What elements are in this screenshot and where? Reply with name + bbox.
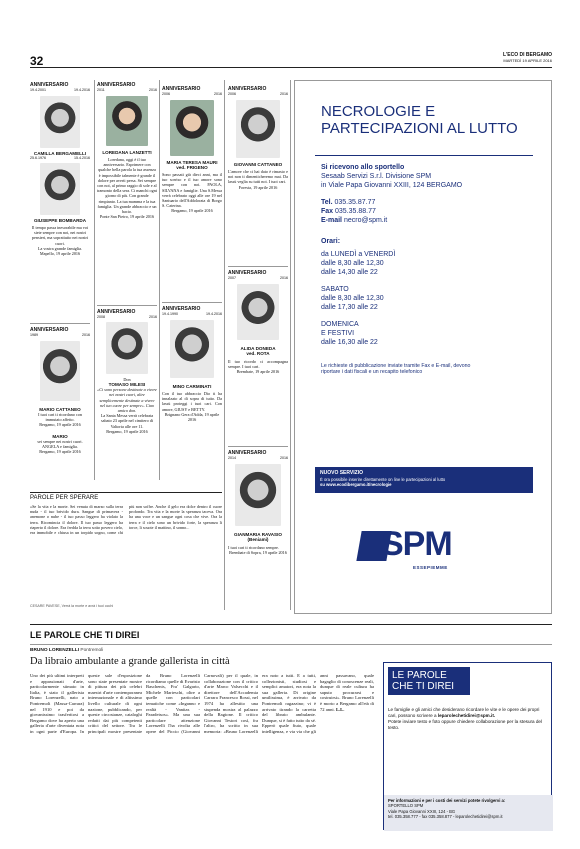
anniversary-header: ANNIVERSARIO xyxy=(30,327,69,333)
necro-note: Le richieste di pubblicazione inviate tramite Fax e E-mail, devono riportare i dati fiscali e un recapito telefonico xyxy=(321,363,471,376)
obituary-carminati xyxy=(162,306,222,422)
obituary-place: Bergamo, 19 aprile 2016 xyxy=(39,449,81,455)
obituary-text: L'amore che ci hai dato è rimasto e noi non ti dimenticheremo mai. Da lassù veglia su tutti noi. I tuoi cari. xyxy=(228,169,288,185)
dates: 2014 2016 xyxy=(228,456,288,460)
obituary-milesi xyxy=(97,309,157,434)
obituary-place: Bergamo, 19 aprile 2016 xyxy=(171,208,213,214)
section-rule xyxy=(30,624,552,625)
anniversary-header: ANNIVERSARIO xyxy=(228,450,267,456)
page-date: MARTEDÌ 19 APRILE 2016 xyxy=(503,58,552,63)
obituary-place: Ponte San Pietro, 19 aprile 2016 xyxy=(99,214,155,220)
portrait-photo xyxy=(235,464,281,526)
necrologie-box xyxy=(294,80,552,614)
obituary-quote: «Ci sono persone destinate a vivere nei nostri cuori, altre semplicemente destinate a vivere nel tuo cuore per sempre». Ciao amico don. xyxy=(97,387,157,414)
box-title: PAROLE PER SPERARE xyxy=(30,495,99,501)
obituary-place: Brembate, 19 aprile 2016 xyxy=(236,369,280,375)
obituary-place: Mapello, 19 aprile 2016 xyxy=(39,251,81,257)
obituary-text: I tuoi cari ti ricordano sempre. xyxy=(228,545,279,550)
obituary-text: La Santa Messa verrà celebrata sabato 23 aprile nel cimitero di Valtorta alle ore 11. xyxy=(100,413,154,429)
anniversary-header: ANNIVERSARIO xyxy=(228,86,267,92)
necro-email[interactable]: E-mail necro@spm.it xyxy=(321,217,388,224)
dates: 25.6.1976 15.4.2016 xyxy=(30,156,90,160)
obituary-place: Brembate di Sopra, 19 aprile 2016 xyxy=(229,550,287,556)
obituary-text: Con il tuo abbraccio Dio ti ha innalzato al di sopra di tutto. Da lassù proteggi i tuoi cari. Con amore, GIUSY e BETTY. xyxy=(162,391,222,412)
title-rule xyxy=(315,155,533,156)
col-divider xyxy=(290,80,291,610)
dates: 19.4.2001 19.4.2016 xyxy=(30,88,90,92)
deceased-name: CAMILLA BERGAMELLI xyxy=(33,151,87,156)
info-line: tel. 035.358.777 - fax 035.358.877 - leparolechetidirei@spm.it xyxy=(388,814,503,820)
orari-line: da LUNEDÌ a VENERDÌ xyxy=(321,251,396,258)
portrait-photo xyxy=(237,284,279,340)
portrait-photo xyxy=(170,320,214,378)
necro-title: NECROLOGIE E PARTECIPAZIONI AL LUTTO xyxy=(321,103,518,137)
portrait-photo xyxy=(106,96,148,146)
spm-logo xyxy=(359,525,489,577)
servizio-url[interactable]: su www.ecodibergamo.it/necrologie xyxy=(320,482,392,487)
parole-box-text: Le famiglie e gli amici che desiderano ricordare le vite e le opere dei propri cari, possono scrivere a leparolechetidirei@spm.it. Potete inviare testo e foto oppure chiedere collaborazione per la stesura del testo. xyxy=(388,707,542,730)
obituary-place: Foresta, 19 aprile 2016 xyxy=(238,184,278,190)
parole-per-sperare-box xyxy=(30,492,222,612)
section-rule xyxy=(97,305,157,306)
obituary-text: Loredana, oggi è il tuo anniversario. Esprimere con qualche bella parola la tua assenza è impossibile talmente è grande il dolore per averti persa. Sei sempre con noi, al primo raggio di sole e al tramonto della sera. Ci manchi ogni giorno di più. Con grande rimpianto. La tua mamma e la tua famiglia. Un grande abbraccio e un bacio. xyxy=(97,157,158,215)
col-divider xyxy=(94,80,95,480)
parole-box-title: LE PAROLE CHE TI DIREI xyxy=(388,667,470,695)
info-title: Per informazioni e per i costi dei servizi potete rivolgervi a: xyxy=(388,798,506,803)
spm-logo-text: SPM xyxy=(381,525,452,563)
dates: 2006 2016 xyxy=(228,92,288,96)
col-divider xyxy=(224,80,225,610)
anniversary-header: ANNIVERSARIO xyxy=(30,82,69,88)
obituary-bergamelli-bombarda xyxy=(30,82,90,256)
obituary-doneda xyxy=(228,270,288,375)
deceased-name-sub: ved. ROTA xyxy=(246,351,270,356)
deceased-name: LOREDANA LANZETTI xyxy=(102,150,152,155)
header-rule xyxy=(30,67,552,68)
obituary-text: Sono passati già dieci anni, ma il tuo sorriso e il tuo amore sono sempre con noi. PAOLA, SILVANA e famiglie. Una S.Messa verrà celebrato oggi alle ore 19 nel Santuario dell'Addolorata di Borgo S. Caterina. xyxy=(162,172,222,209)
deceased-name-sub: ved. FRIGENO xyxy=(176,165,208,170)
obituary-cattaneo-mario xyxy=(30,327,90,454)
obituary-text: Il tempo passa inesorabile ma voi siete sempre con noi, nei nostri pensieri, ma soprattutto nei nostri cuori. xyxy=(31,225,89,246)
deceased-name: TOMASO MILESI xyxy=(108,382,146,388)
obituary-text: sei sempre nei nostri cuori. ANGELA e famiglia. xyxy=(37,438,83,449)
obituary-mauri xyxy=(162,86,222,214)
obituary-ravasio xyxy=(228,450,288,555)
anniversary-header: ANNIVERSARIO xyxy=(162,86,201,92)
nuovo-servizio-banner xyxy=(315,467,533,493)
deceased-name: GIUSEPPE BOMBARDA xyxy=(33,218,87,223)
portrait-photo xyxy=(170,100,214,156)
portrait-photo xyxy=(106,322,148,374)
orari-line: E FESTIVI xyxy=(321,330,355,337)
info-line: SPORTELLO SPM xyxy=(388,803,424,809)
obituary-place: Brignano Gera d'Adda, 19 aprile 2016 xyxy=(164,411,220,423)
poem-text: «Se la vita e la morte. Sei venuta di marzo sulla terra nuda - il tuo brivido dura. Sangue di primavera - anemone o nube - il tuo passo leggero ha violato la terra. Ricomincia il dolore. Il tuo passo leggero ha riaperto il dolore. Era fredda la terra sotto povero cielo, era immobile e chiusa in un torpido sogno, come chi più non soffre. Anche il gelo era dolce dentro il cuore profondo. Tra vita e la morte la speranza taceva. Ora ha una voce e un sangue ogni cosa che vive. Ora la terra e il cielo sono un brivido forte, la speranza li torce, li scuote il mattino, il sonno... xyxy=(30,504,222,536)
section-rule xyxy=(30,323,90,324)
masthead: L'ECO DI BERGAMO xyxy=(503,52,552,58)
spm-logo-sub: ESSEPIEMME xyxy=(413,565,448,570)
anniversary-header: ANNIVERSARIO xyxy=(97,82,136,88)
dates: 2007 2016 xyxy=(228,276,288,280)
poem-source: CESARE PAVESE, Verrà la morte e avrà i tuoi occhi xyxy=(30,604,114,608)
title-prefix: Don xyxy=(123,377,131,382)
necro-details xyxy=(321,163,541,376)
portrait-photo xyxy=(236,100,280,158)
section-rule xyxy=(228,446,288,447)
orari-line: DOMENICA xyxy=(321,321,359,328)
parole-box xyxy=(383,662,552,830)
necro-fax: Fax 035.35.88.77 xyxy=(321,208,376,215)
anniversary-header: ANNIVERSARIO xyxy=(162,306,201,312)
section-rule xyxy=(162,302,222,303)
orari-line: SABATO xyxy=(321,286,349,293)
orari-line: dalle 8,30 alle 12,30 xyxy=(321,260,384,267)
necro-address: in Viale Papa Giovanni XXIII, 124 BERGAMO xyxy=(321,182,463,189)
dates: 2011 2016 xyxy=(97,88,157,92)
deceased-name: MINO CARMINATI xyxy=(172,384,212,389)
necro-intro: Si ricevono allo sportello xyxy=(321,164,405,171)
obituary-cattaneo-giovanni xyxy=(228,86,288,190)
deceased-name: GIOVANNI CATTANEO xyxy=(233,162,283,167)
orari-line: dalle 17,30 alle 22 xyxy=(321,304,378,311)
obituary-sign: La vostra grande famiglia. xyxy=(37,245,83,251)
obituary-lanzetti xyxy=(97,82,157,219)
deceased-name: GIANMARIA RAVASIO xyxy=(234,532,282,537)
orari-line: dalle 8,30 alle 12,30 xyxy=(321,295,384,302)
deceased-name: ALIDA DONEDA xyxy=(240,346,276,351)
page-number: 32 xyxy=(30,54,44,68)
obituary-place: Bergamo, 19 aprile 2016 xyxy=(106,428,148,434)
anniversary-header: ANNIVERSARIO xyxy=(97,309,136,315)
obituary-text: I tuoi cari ti ricordano con immutato affetto. xyxy=(38,412,82,423)
obituary-place: Bergamo, 19 aprile 2016 xyxy=(39,422,81,428)
article-body: Uno dei più ultimi interpreti e appassionati d'arte, particolarmente stimato in Italia, è stato il gallerista Bruno Lorenzelli, nato a Pontremoli (Massa-Carrara) nel 1910 e poi da giovanissimo trasferitosi a Bergamo dove ha aperto una galleria d'arte diventata nota in ogni parte d'Europa. In queste sale d'esposizione sono state presentate mostre di pittura dei più celebri maestri d'arte contemporanea internazionale e di altissimo livello culturale di ogni nazione, pubblicando, per queste circostanze, cataloghi redatti dai più competenti critici del settore. Tra le principali mostre presentate da Bruno Lorenzelli ricordiamo quelle di Evaristo Baschenis, Fra' Galgario, Michele Marieschi, oltre a quelle con particolari tematiche come «Inganno e realtà - Vanitas - Paradeisos». Ma una sua particolare attenzione Lorenzelli l'ha rivolta alle opere del Piccio (Giovanni Carnovali) per il quale, in collaborazione con il critico d'arte Marco Valsecchi e il direttore dell'Accademia Carrara Francesco Rossi, nel 1974 ha allestito una stupenda mostra al palazzo della Ragione. Il critico Giovanni Testori così, fra l'altro, ha scritto in sua memoria: «Bruno Lorenzelli era noto a tutti. E a tutti, collezionisti, studiosi e semplici amatori, era nota la sua galleria. Di origine umilissima, è arrivato da Pontremoli ragazzino; vi è arrivato tirando la carretta del libraio ambulante. Dunque, si è fatto tutto da sé. Epperò quale fiuto, quale intelligenza, e via via che gli anni passavano, quale bagaglio di conoscenze reali, dunque di reale cultura ha saputo procurarsi e costruirsi». Bruno Lorenzelli è morto a Bergamo all'età di 72 anni. L.L. xyxy=(30,673,374,734)
deceased-name-sub: (Beniami) xyxy=(247,537,269,542)
deceased-name: MARIO CATTANEO xyxy=(39,407,81,412)
anniversary-header: ANNIVERSARIO xyxy=(228,270,267,276)
section-rule xyxy=(30,644,552,645)
section-rule xyxy=(228,266,288,267)
article-headline: Da libraio ambulante a grande gallerista in città xyxy=(30,656,230,667)
orari-label: Orari: xyxy=(321,238,341,245)
obituary-text: Il tuo ricordo ci accompagna sempre. I tuoi cari. xyxy=(228,359,288,370)
section-title: LE PAROLE CHE TI DIREI xyxy=(30,630,140,640)
deceased-name: MARIO xyxy=(52,433,68,439)
dates: 1989 2016 xyxy=(30,333,90,337)
dates: 2008 2016 xyxy=(97,315,157,319)
deceased-name: MARIA TERESA MAURI xyxy=(166,160,218,165)
byline: BRUNO LORENZELLI Pontremoli xyxy=(30,648,104,653)
info-line: Viale Papa Giovanni XXIII, 124 - BG xyxy=(388,808,456,814)
portrait-photo xyxy=(40,341,80,401)
necro-tel: Tel. 035.35.87.77 xyxy=(321,199,376,206)
orari-line: dalle 16,30 alle 22 xyxy=(321,339,378,346)
col-divider xyxy=(159,80,160,480)
orari-line: dalle 14,30 alle 22 xyxy=(321,269,378,276)
dates: 2006 2016 xyxy=(162,92,222,96)
portrait-photo xyxy=(40,163,80,215)
dates: 19.4.1990 19.4.2016 xyxy=(162,312,222,316)
necro-company: Sesaab Servizi S.r.l. Divisione SPM xyxy=(321,173,432,180)
servizio-title: NUOVO SERVIZIO xyxy=(320,470,363,476)
servizio-text: È ora possibile inserire direttamente on line le partecipazioni al lutto xyxy=(320,477,446,482)
parole-info xyxy=(384,795,553,831)
parole-email[interactable]: leparolechetidirei@spm.it. xyxy=(437,713,496,718)
portrait-photo xyxy=(40,96,80,148)
